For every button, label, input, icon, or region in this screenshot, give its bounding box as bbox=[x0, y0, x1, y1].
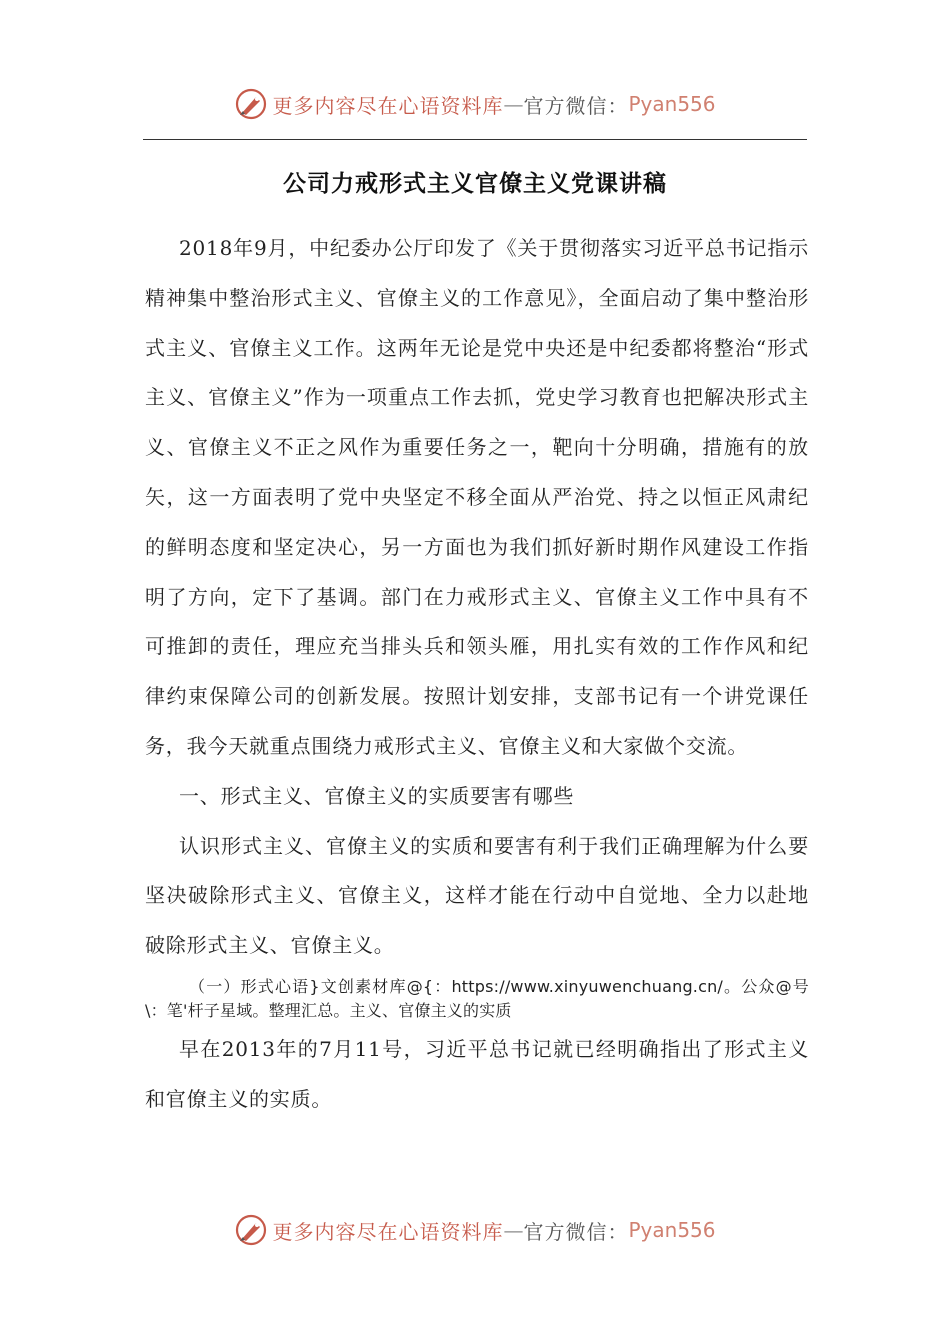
banner-wechat-id: Pyan556 bbox=[628, 1218, 716, 1242]
banner-separator: — bbox=[503, 92, 524, 116]
paragraph-2013: 早在2013年的7月11号，习近平总书记就已经明确指出了形式主义和官僚主义的实质。 bbox=[145, 1036, 809, 1111]
header-divider bbox=[143, 139, 807, 140]
banner-separator: — bbox=[503, 1218, 524, 1242]
banner-wechat-label: 官方微信： bbox=[523, 1219, 629, 1244]
pen-nib-logo-icon bbox=[234, 1213, 268, 1247]
paragraph-understanding: 认识形式主义、官僚主义的实质和要害有利于我们正确理解为什么要坚决破除形式主义、官僚主义，这样才能在行动中自觉地、全力以赴地破除形式主义、官僚主义。 bbox=[145, 833, 809, 958]
header-banner bbox=[0, 84, 950, 124]
banner-site-text: 更多内容尽在心语资料库 bbox=[272, 1219, 504, 1244]
banner-site-text: 更多内容尽在心语资料库 bbox=[272, 93, 504, 118]
banner-wechat-label: 官方微信： bbox=[523, 93, 629, 118]
subsection-heading-1: （一）形式心语}文创素材库@{：https://www.xinyuwenchuang.cn/。公众@号\：笔'杆子星域。整理汇总。主义、官僚主义的实质 bbox=[145, 976, 809, 1020]
banner-wechat-id: Pyan556 bbox=[628, 92, 716, 116]
footer-banner bbox=[0, 1210, 950, 1250]
document-title: 公司力戒形式主义官僚主义党课讲稿 bbox=[283, 170, 667, 197]
paragraph-intro: 2018年9月，中纪委办公厅印发了《关于贯彻落实习近平总书记指示精神集中整治形式主义、官僚主义的工作意见》，全面启动了集中整治形式主义、官僚主义工作。这两年无论是党中央还是中纪委都将整治“形式主义、官僚主义”作为一项重点工作去抓，党史学习教育也把解决形式主义、官僚主义不正之风作为重要任务之一，靶向十分明确，措施有的放矢，这一方面表明了党中央坚定不移全面从严治党、持之以恒正风肃纪的鲜明态度和坚定决心，另一方面也为我们抓好新时期作风建设工作指明了方向，定下了基调。部门在力戒形式主义、官僚主义工作中具有不可推卸的责任，理应充当排头兵和领头雁，用扎实有效的工作作风和纪律约束保障公司的创新发展。按照计划安排，支部书记有一个讲党课任务，我今天就重点围绕力戒形式主义、官僚主义和大家做个交流。 bbox=[145, 236, 809, 758]
pen-nib-logo-icon bbox=[234, 87, 268, 121]
document-body bbox=[145, 224, 809, 1125]
section-heading-1: 一、形式主义、官僚主义的实质要害有哪些 bbox=[179, 783, 575, 808]
